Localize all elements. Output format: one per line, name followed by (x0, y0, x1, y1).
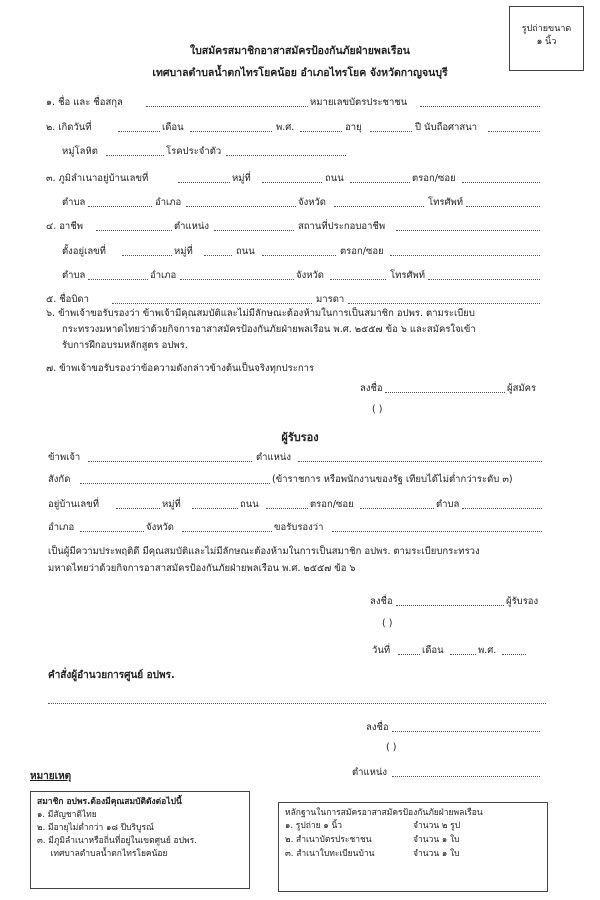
guarantor-certify-field[interactable] (332, 531, 542, 532)
label-birth-day: ๒. เกิดวันที่ (46, 122, 92, 133)
label-id-number: หมายเลขบัตรประชาชน (310, 97, 408, 108)
director-signature-field[interactable] (392, 731, 540, 732)
label-work-province: จังหวัด (296, 270, 324, 281)
label-sign-date-month: เดือน (422, 645, 444, 656)
qualifications-box (30, 791, 250, 889)
guarantor-statement-line-1: เป็นผู้มีความประพฤติดี มีคุณสมบัติและไม่มีลักษณะต้องห้ามในการเป็นสมาชิก อปพร. ตามระเบียบกระทรวง (48, 546, 480, 557)
label-guarantor-district: อำเภอ (48, 522, 75, 533)
guarantor-province-field[interactable] (182, 531, 272, 532)
label-occupation: ๔. อาชีพ (46, 221, 83, 232)
label-guarantor-road: ถนน (240, 499, 259, 510)
guarantor-soi-field[interactable] (360, 508, 434, 509)
label-guarantor-soi: ตรอก/ซอย (310, 499, 354, 510)
guarantor-agency-field[interactable] (80, 483, 270, 484)
label-guarantor-agency: สังกัด (48, 474, 71, 485)
label-sign-date-year: พ.ศ. (478, 645, 497, 656)
document-quantity: จำนวน ๑ ใบ (413, 849, 460, 859)
guarantor-name-field[interactable] (88, 461, 252, 462)
form-title: ใบสมัครสมาชิกอาสาสมัครป้องกันภัยฝ่ายพลเรือน (190, 45, 410, 57)
guarantor-position-field[interactable] (298, 461, 542, 462)
director-order-field[interactable] (48, 703, 546, 704)
director-name-parentheses[interactable]: ( ) (386, 742, 397, 753)
label-guarantor-sign: ลงชื่อ (370, 596, 393, 607)
documents-box (278, 802, 548, 892)
road-field[interactable] (350, 182, 410, 183)
birth-day-field[interactable] (118, 131, 160, 132)
certify-statement: ๗. ข้าพเจ้าขอรับรองว่าข้อความดังกล่าวข้างต้นเป็นจริงทุกประการ (46, 363, 315, 374)
guarantor-heading: ผู้รับรอง (281, 431, 319, 444)
document-item (285, 848, 541, 862)
house-number-field[interactable] (178, 182, 230, 183)
qualification-item: ๒. มีอายุไม่ต่ำกว่า ๑๘ ปีบริบูรณ์ (37, 823, 154, 833)
label-address: ๓. ภูมิลำเนาอยู่บ้านเลขที่ (46, 173, 149, 184)
guarantor-district-field[interactable] (80, 531, 144, 532)
label-age: อายุ (345, 122, 362, 133)
director-order-heading: คำสั่งผู้อำนวยการศูนย์ อปพร. (48, 670, 175, 681)
label-work-road: ถนน (236, 246, 255, 257)
label-moo: หมู่ที่ (232, 173, 251, 184)
guarantor-name-parentheses[interactable]: ( ) (382, 618, 393, 629)
label-name: ๑. ชื่อ และ ชื่อสกุล (46, 97, 123, 108)
birth-month-field[interactable] (190, 131, 272, 132)
name-field[interactable] (146, 106, 308, 107)
photo-box-label: รูปถ่ายขนาด (521, 24, 572, 34)
applicant-name-parentheses[interactable]: ( ) (372, 404, 383, 415)
mother-field[interactable] (348, 303, 540, 304)
document-quantity: จำนวน ๑ ใบ (413, 835, 460, 845)
label-director-position: ตำแหน่ง (352, 767, 388, 778)
work-number-field[interactable] (122, 255, 172, 256)
work-phone-field[interactable] (428, 279, 540, 280)
id-number-field[interactable] (420, 106, 540, 107)
label-guarantor-moo: หมู่ที่ (162, 499, 181, 510)
document-item (285, 820, 541, 834)
work-province-field[interactable] (330, 279, 386, 280)
phone-field[interactable] (466, 206, 540, 207)
guarantor-road-field[interactable] (266, 508, 308, 509)
guarantor-moo-field[interactable] (192, 508, 238, 509)
province-field[interactable] (334, 206, 424, 207)
work-subdistrict-field[interactable] (88, 279, 148, 280)
document-name: ๒. สำเนาบัตรประชาชน (285, 835, 372, 845)
work-moo-field[interactable] (204, 255, 232, 256)
notes-title: หมายเหตุ (30, 771, 72, 782)
label-soi: ตรอก/ซอย (412, 173, 456, 184)
label-workplace: สถานที่ประกอบอาชีพ (298, 221, 386, 232)
label-province: จังหวัด (298, 197, 326, 208)
declaration-line-2: กระทรวงมหาดไทยว่าด้วยกิจการอาสาสมัครป้องกันภัยฝ่ายพลเรือน พ.ศ. ๒๕๕๗ ข้อ ๖ และสมัครใจเข้า (62, 324, 476, 335)
label-guarantor-subdistrict: ตำบล (436, 499, 460, 510)
work-soi-field[interactable] (390, 255, 540, 256)
disease-field[interactable] (226, 155, 346, 156)
sign-date-month-field[interactable] (450, 654, 476, 655)
label-sign-date-day: วันที่ (372, 645, 391, 656)
label-work-phone: โทรศัพท์ (390, 270, 426, 281)
label-mother: มารดา (316, 294, 345, 305)
label-guarantor-house: อยู่บ้านเลขที่ (48, 499, 99, 510)
document-quantity: จำนวน ๒ รูป (413, 821, 461, 831)
declaration-line-1: ๖. ข้าพเจ้าขอรับรองว่า ข้าพเจ้ามีคุณสมบัติและไม่มีลักษณะต้องห้ามในการเป็นสมาชิก อปพร. ตามระเบียบ (46, 308, 475, 319)
label-work-district: อำเภอ (150, 270, 177, 281)
label-position: ตำแหน่ง (174, 221, 210, 232)
label-work-soi: ตรอก/ซอย (340, 246, 384, 257)
position-field[interactable] (214, 230, 294, 231)
documents-heading: หลักฐานในการสมัครอาสาสมัครป้องกันภัยฝ่ายพลเรือน (285, 808, 483, 818)
label-district: อำเภอ (155, 197, 182, 208)
label-guarantor-name: ข้าพเจ้า (48, 452, 81, 463)
father-field[interactable] (112, 303, 312, 304)
document-name: ๑. รูปถ่าย ๑ นิ้ว (285, 821, 343, 831)
applicant-signature-field[interactable] (385, 392, 505, 393)
guarantor-house-field[interactable] (116, 508, 160, 509)
moo-field[interactable] (262, 182, 322, 183)
label-road: ถนน (325, 173, 344, 184)
qualification-item: เทศบาลตำบลน้ำตกไทรโยคน้อย (37, 849, 168, 859)
qualification-item: ๓. มีภูมิลำเนาหรือถิ่นที่อยู่ในเขตศูนย์ อปพร. (37, 836, 197, 846)
guarantor-signature-field[interactable] (396, 605, 504, 606)
label-applicant: ผู้สมัคร (507, 383, 537, 394)
document-name: ๓. สำเนาใบทะเบียนบ้าน (285, 849, 375, 859)
label-guarantor-certify: ขอรับรองว่า (274, 522, 324, 533)
label-birth-month: เดือน (162, 122, 184, 133)
qualification-item: ๑. มีสัญชาติไทย (37, 810, 97, 820)
district-field[interactable] (186, 206, 296, 207)
soi-field[interactable] (462, 182, 540, 183)
label-phone: โทรศัพท์ (428, 197, 464, 208)
age-field[interactable] (370, 131, 412, 132)
photo-box (509, 6, 584, 71)
label-disease: โรคประจำตัว (166, 146, 222, 157)
blood-type-field[interactable] (106, 155, 164, 156)
label-work-number: ตั้งอยู่เลขที่ (62, 246, 106, 257)
photo-box-size: ๑ นิ้ว (536, 37, 557, 47)
guarantor-agency-note: (ข้าราชการ หรือพนักงานของรัฐ เทียบได้ไม่ต่ำกว่าระดับ ๓) (272, 474, 513, 485)
label-work-moo: หมู่ที่ (174, 246, 193, 257)
label-applicant-sign: ลงชื่อ (360, 383, 383, 394)
label-religion: ปี นับถือศาสนา (415, 122, 478, 133)
declaration-line-3: รับการฝึกอบรมหลักสูตร อปพร. (62, 340, 188, 351)
religion-field[interactable] (488, 131, 540, 132)
qualifications-heading: สมาชิก อปพร.ต้องมีคุณสมบัติดังต่อไปนี้ (37, 797, 182, 807)
label-work-subdistrict: ตำบล (62, 270, 86, 281)
label-subdistrict: ตำบล (62, 197, 86, 208)
work-road-field[interactable] (262, 255, 336, 256)
label-director-sign: ลงชื่อ (366, 722, 389, 733)
subdistrict-field[interactable] (88, 206, 152, 207)
label-guarantor: ผู้รับรอง (506, 596, 539, 607)
guarantor-statement-line-2: มหาดไทยว่าด้วยกิจการอาสาสมัครป้องกันภัยฝ่ายพลเรือน พ.ศ. ๒๕๕๗ ข้อ ๖ (48, 563, 356, 574)
occupation-field[interactable] (96, 230, 172, 231)
label-guarantor-province: จังหวัด (146, 522, 174, 533)
document-item (285, 834, 541, 848)
workplace-field[interactable] (396, 230, 540, 231)
work-district-field[interactable] (180, 279, 294, 280)
label-blood-type: หมู่โลหิต (62, 146, 98, 157)
director-position-field[interactable] (392, 776, 540, 777)
sign-date-year-field[interactable] (502, 654, 526, 655)
form-subtitle: เทศบาลตำบลน้ำตกไทรโยคน้อย อำเภอไทรโยค จังหวัดกาญจนบุรี (152, 67, 448, 79)
label-guarantor-position: ตำแหน่ง (256, 452, 292, 463)
birth-year-field[interactable] (300, 131, 342, 132)
label-father: ๕. ชื่อบิดา (46, 294, 89, 305)
label-birth-year: พ.ศ. (276, 122, 295, 133)
sign-date-day-field[interactable] (398, 654, 420, 655)
guarantor-subdistrict-field[interactable] (462, 508, 542, 509)
